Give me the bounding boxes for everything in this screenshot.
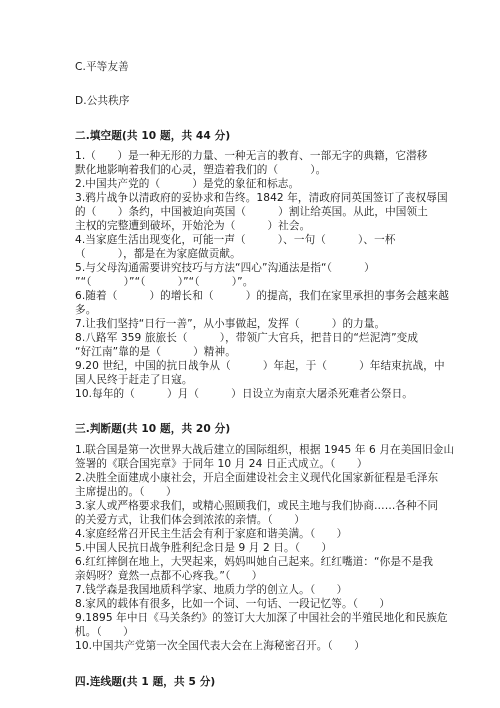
fill-question-1-line-1: 1.（ ）是一种无形的力量、一种无言的教育、一部无字的典籍，它潜移 [75, 150, 428, 162]
fill-question-7: 7.让我们坚持“日行一善”，从小事做起，发挥（ ）的力量。 [75, 318, 386, 330]
judge-question-9-line-1: 9.1895 年中日《马关条约》的签订大大加深了中国社会的半殖民地化和民族危 [75, 612, 448, 624]
true-false-section-heading: 三.判断题(共 10 题，共 20 分) [75, 423, 231, 435]
judge-question-3-line-1: 3.家人或严格要求我们，或精心照顾我们，或民主地与我们协商……各种不同 [75, 500, 439, 512]
judge-question-7: 7.钱学森是我国地质科学家、地质力学的创立人。（ ） [75, 584, 348, 596]
judge-question-4: 4.家庭经常召开民主生活会有利于家庭和谐美满。（ ） [75, 528, 348, 540]
fill-question-5-line-1: 5.与父母沟通需要讲究技巧与方法“四心”沟通法是指“（ ） [75, 262, 375, 274]
option-d: D.公共秩序 [75, 95, 130, 107]
judge-question-5: 5.中国人民抗日战争胜利纪念日是 9 月 2 日。（ ） [75, 542, 333, 554]
fill-question-8-line-2: “好江南”靠的是（ ）精神。 [75, 346, 236, 358]
fill-question-6-line-2: 多。 [75, 304, 97, 316]
fill-question-6-line-1: 6.随着（ ）的增长和（ ）的提高，我们在家里承担的事务会越来越 [75, 290, 449, 302]
judge-question-6-line-1: 6.红红摔倒在地上，大哭起来，妈妈叫她自己起来。红红嘴道：“你是不是我 [75, 556, 434, 568]
judge-question-1-line-1: 1.联合国是第一次世界大战后建立的国际组织，根据 1945 年 6 月在美国旧金山 [75, 444, 455, 456]
fill-question-3-line-3: 主权的完整遭到破坏，开始沦为（ ）社会。 [75, 220, 311, 232]
judge-question-1-line-2: 签署的《联合国宪章》于同年 10 月 24 日正式成立。（ ） [75, 458, 368, 470]
fill-question-4-line-1: 4.当家庭生活出现变化，可能一声（ ）、一句（ ）、一杯 [75, 234, 396, 246]
fill-question-4-line-2: （ ），都是在为家庭做贡献。 [75, 248, 241, 260]
judge-question-9-line-2: 机。（ ） [75, 626, 134, 638]
fill-question-3-line-2: 的（ ）条约，中国被迫向英国（ ）割让给英国。从此，中国领土 [75, 206, 428, 218]
judge-question-8: 8.家风的载体有很多，比如一个词、一句话、一段记忆等。（ ） [75, 598, 391, 610]
fill-question-9-line-2: 国人民终于赶走了日寇。 [75, 374, 193, 386]
fill-in-section-heading: 二.填空题(共 10 题，共 44 分) [75, 130, 231, 142]
fill-question-5-line-2: ”“（ ）”“（ ）”“（ ）”。 [75, 276, 254, 288]
fill-question-1-line-2: 默化地影响着我们的心灵，塑造着我们的（ ）。 [75, 164, 327, 176]
fill-question-2: 2.中国共产党的（ ）是党的象征和标志。 [75, 178, 300, 190]
matching-section-heading: 四.连线题(共 1 题，共 5 分) [75, 676, 216, 688]
judge-question-2-line-2: 主席提出的。（ ） [75, 486, 177, 498]
option-c: C.平等友善 [75, 61, 129, 73]
fill-question-9-line-1: 9.20 世纪，中国的抗日战争从（ ）年起，于（ ）年结束抗战，中 [75, 360, 445, 372]
fill-question-3-line-1: 3.鸦片战争以清政府的妥协求和告终。1842 年，清政府同英国签订了丧权辱国 [75, 192, 448, 204]
judge-question-2-line-1: 2.决胜全面建成小康社会，开启全面建设社会主义现代化国家新征程是毛泽东 [75, 472, 439, 484]
judge-question-3-line-2: 的关爱方式，让我们体会到浓浓的亲情。（ ） [75, 514, 305, 526]
fill-question-10: 10.每年的（ ）月（ ）日设立为南京大屠杀死难者公祭日。 [75, 388, 413, 400]
judge-question-10: 10.中国共产党第一次全国代表大会在上海秘密召开。（ ） [75, 640, 365, 652]
fill-question-8-line-1: 8.八路军 359 旅旅长（ ），带领广大官兵，把昔日的“烂泥湾”变成 [75, 332, 419, 344]
judge-question-6-line-2: 亲妈呀？竟然一点都不心疼我。”（ ） [75, 570, 263, 582]
